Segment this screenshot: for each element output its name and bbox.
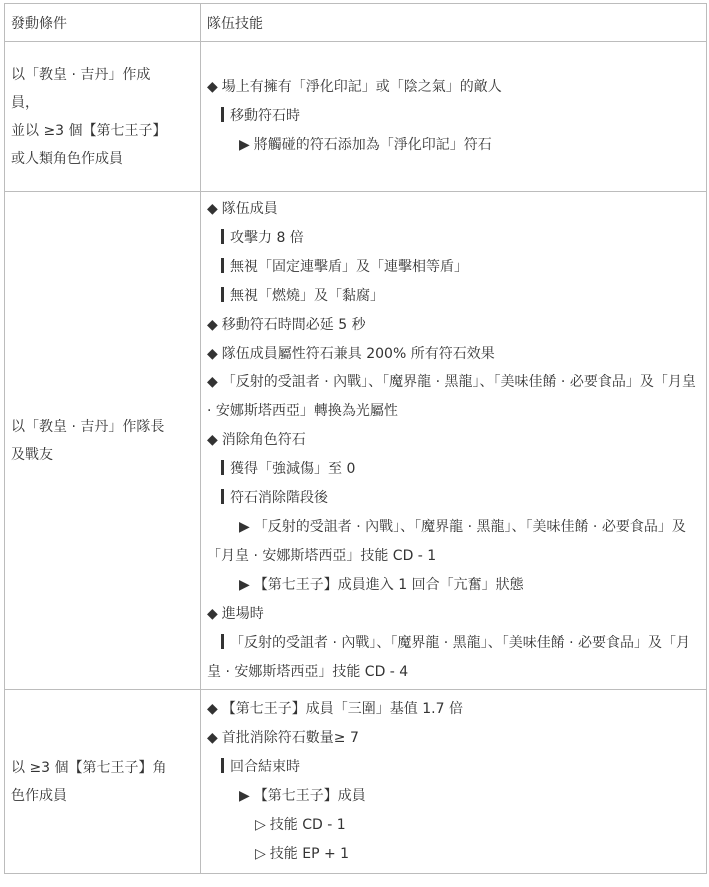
skill-line	[207, 513, 700, 571]
skill-line	[207, 102, 700, 131]
skill-text: 進場時	[221, 605, 264, 622]
skill-text: 「反射的受詛者 · 內戰」、「魔界龍 · 黑龍」、「美味佳餚 · 必要食品」及「月皇 · 安娜斯塔西亞」轉換為光屬性	[207, 374, 696, 420]
skill-text: 移動符石時	[230, 108, 300, 125]
header-activation-condition: 發動條件	[5, 4, 201, 42]
diamond-bullet-icon: ◆	[207, 432, 218, 449]
skill-text: 【第七王子】成員	[253, 787, 366, 804]
skill-line	[207, 600, 700, 629]
skill-text: 符石消除階段後	[230, 490, 328, 507]
skill-line	[207, 840, 700, 869]
condition-cell	[5, 192, 201, 690]
triangle-bullet-icon: ▶	[239, 136, 250, 153]
vertical-bar-icon	[221, 229, 224, 244]
diamond-bullet-icon: ◆	[207, 316, 218, 333]
condition-cell	[5, 42, 201, 192]
vertical-bar-icon	[221, 758, 224, 773]
skill-text: 隊伍成員	[221, 201, 278, 217]
diamond-bullet-icon: ◆	[207, 730, 218, 747]
skill-line	[207, 368, 700, 426]
table-header-row	[5, 4, 707, 42]
skill-text: 無視「燃燒」及「黏腐」	[230, 287, 384, 304]
diamond-bullet-icon: ◆	[207, 374, 218, 391]
skill-text: 【第七王子】成員進入 1 回合「亢奮」狀態	[253, 576, 524, 593]
triangle-bullet-icon: ▶	[239, 518, 250, 535]
skill-text: 技能 EP + 1	[269, 845, 350, 862]
header-team-skill: 隊伍技能	[201, 4, 707, 42]
skill-line	[207, 195, 700, 224]
skill-line	[207, 131, 700, 160]
skill-line	[207, 340, 700, 369]
table-row	[5, 690, 707, 874]
skill-line	[207, 811, 700, 840]
skill-line	[207, 629, 700, 687]
vertical-bar-icon	[221, 460, 224, 475]
condition-line: 員，	[11, 94, 39, 111]
skill-text: 無視「固定連擊盾」及「連擊相等盾」	[230, 258, 468, 275]
skill-line	[207, 253, 700, 282]
condition-line: 並以 ≥3 個【第七王子】	[11, 122, 167, 139]
skill-text: 隊伍成員屬性符石兼具 200% 所有符石效果	[221, 345, 495, 362]
triangle-bullet-icon: ▶	[239, 787, 250, 804]
skill-text: 「反射的受詛者 · 內戰」、「魔界龍 · 黑龍」、「美味佳餚 · 必要食品」及「月皇 · 安娜斯塔西亞」技能 CD - 4	[207, 634, 691, 680]
skill-text: 回合結束時	[230, 759, 300, 775]
vertical-bar-icon	[221, 258, 224, 273]
skill-line	[207, 282, 700, 311]
condition-cell	[5, 690, 201, 874]
skill-cell	[201, 690, 707, 874]
skill-line	[207, 224, 700, 253]
vertical-bar-icon	[221, 107, 224, 122]
vertical-bar-icon	[221, 634, 224, 649]
skill-line	[207, 724, 700, 753]
diamond-bullet-icon: ◆	[207, 605, 218, 622]
skill-text: 「反射的受詛者 · 內戰」、「魔界龍 · 黑龍」、「美味佳餚 · 必要食品」及「月皇 · 安娜斯塔西亞」技能 CD - 1	[207, 518, 686, 564]
skill-text: 【第七王子】成員「三圍」基值 1.7 倍	[221, 701, 463, 718]
skill-text: 將觸碰的符石添加為「淨化印記」符石	[253, 136, 492, 153]
skill-cell	[201, 192, 707, 690]
skill-text: 場上有擁有「淨化印記」或「陰之氣」的敵人	[221, 79, 502, 96]
skill-text: 技能 CD - 1	[269, 816, 346, 833]
skill-line	[207, 484, 700, 513]
skill-line	[207, 571, 700, 600]
condition-line: 或人類角色作成員	[11, 150, 123, 167]
condition-line: 以 ≥3 個【第七王子】角	[11, 759, 167, 776]
condition-line: 及戰友	[11, 446, 53, 463]
skill-line	[207, 311, 700, 340]
open-triangle-bullet-icon: ▷	[255, 816, 266, 833]
skill-line	[207, 455, 700, 484]
diamond-bullet-icon: ◆	[207, 79, 218, 96]
condition-line: 以「教皇 · 吉丹」作隊長	[11, 418, 165, 435]
diamond-bullet-icon: ◆	[207, 701, 218, 718]
skill-text: 攻擊力 8 倍	[230, 229, 304, 246]
skill-text: 移動符石時間必延 5 秒	[221, 316, 366, 333]
table-row	[5, 192, 707, 690]
vertical-bar-icon	[221, 287, 224, 302]
condition-line: 色作成員	[11, 787, 67, 804]
skill-text: 獲得「強減傷」至 0	[230, 461, 356, 478]
triangle-bullet-icon: ▶	[239, 576, 250, 593]
diamond-bullet-icon: ◆	[207, 201, 218, 217]
skill-line	[207, 782, 700, 811]
skill-line	[207, 753, 700, 782]
open-triangle-bullet-icon: ▷	[255, 845, 266, 862]
team-skill-table	[4, 3, 707, 874]
skill-text: 首批消除符石數量≥ 7	[221, 730, 359, 747]
skill-cell	[201, 42, 707, 192]
table-row	[5, 42, 707, 192]
vertical-bar-icon	[221, 489, 224, 504]
condition-line: 以「教皇 · 吉丹」作成	[11, 66, 151, 83]
skill-line	[207, 73, 700, 102]
skill-line	[207, 695, 700, 724]
skill-line	[207, 426, 700, 455]
skill-text: 消除角色符石	[221, 432, 306, 449]
diamond-bullet-icon: ◆	[207, 345, 218, 362]
